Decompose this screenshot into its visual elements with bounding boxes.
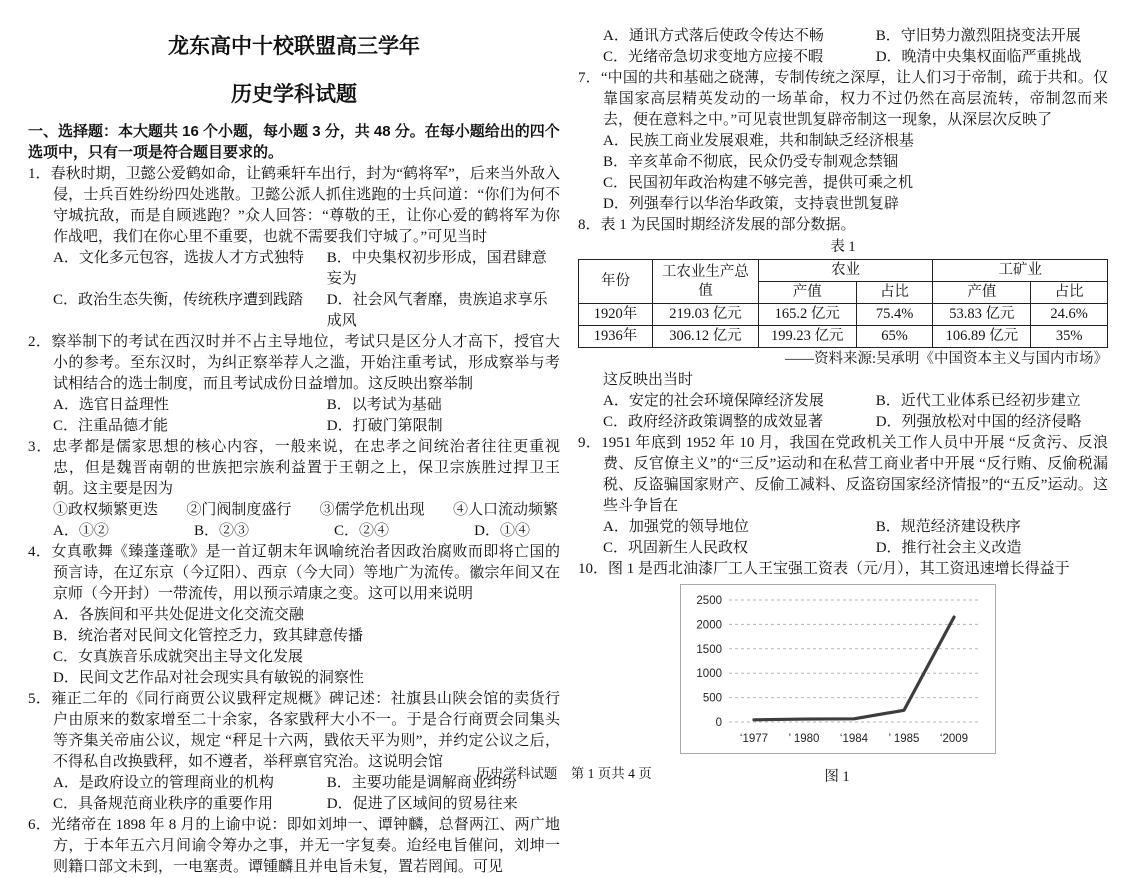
- wage-line-chart: [680, 584, 996, 754]
- option-9d: D．推行社会主义改造: [875, 540, 1022, 556]
- cell-1936-agri-value: 199.23 亿元: [758, 326, 856, 348]
- col-header-total: 工农业生产总值: [653, 260, 759, 304]
- col-header-industry: 工矿业: [933, 260, 1108, 282]
- table-row: [579, 326, 1108, 348]
- question-6-continued: [578, 26, 1108, 68]
- option-2b: B．以考试为基础: [326, 397, 442, 413]
- svg-text:1500: 1500: [696, 643, 722, 656]
- svg-text:0: 0: [715, 717, 722, 729]
- svg-text:500: 500: [702, 692, 722, 705]
- col-header-year: 年份: [579, 260, 653, 304]
- option-8d: D．列强放松对中国的经济侵略: [875, 414, 1082, 430]
- col-header-agri-share: 占比: [856, 282, 933, 304]
- exam-title-line1: 龙东高中十校联盟高三学年: [168, 35, 420, 58]
- option-5a: A．是政府设立的管理商业的机构: [53, 775, 274, 791]
- option-5c: C．具备规范商业秩序的重要作用: [53, 796, 274, 812]
- cell-1936-ind-value: 106.89 亿元: [933, 326, 1031, 348]
- option-1b: B．中央集权初步形成，国君肆意妄为: [326, 250, 547, 287]
- left-column: [28, 14, 560, 878]
- question-3: [28, 437, 560, 542]
- cell-1920-total: 219.03 亿元: [653, 304, 759, 326]
- question-6-options: [578, 26, 1108, 68]
- option-3a: A．①②: [53, 523, 109, 539]
- cell-1920-ind-value: 53.83 亿元: [933, 304, 1031, 326]
- figure-1-caption: 图 1: [824, 769, 850, 785]
- question-8: [578, 215, 1108, 433]
- right-column: [578, 26, 1108, 788]
- question-9-stem: 9．1951 年底到 1952 年 10 月，我国在党政机关工作人员中开展 “反贪污、反浪费、反官僚主义”的“三反”运动和在私营工商业者中开展 “反行贿、反偷税漏税、反盗骗国家财产、反偷工减料、反盗窃国家经济情报”的“五反”运动。这些斗争旨在: [578, 435, 1108, 514]
- option-6d: D．晚清中央集权面临严重挑战: [875, 49, 1082, 65]
- col-header-ind-value: 产值: [933, 282, 1031, 304]
- option-9b: B．规范经济建设秩序: [875, 519, 1021, 535]
- svg-text:‘1977: ‘1977: [739, 733, 769, 745]
- question-3-suboptions: [28, 500, 560, 521]
- question-3-stem: 3．忠孝都是儒家思想的核心内容，一般来说，在忠孝之间统治者往往更重视忠，但是魏晋南朝的世族把宗族利益置于王朝之上，保卫宗族胜过捍卫王朝。这主要是因为: [28, 439, 560, 497]
- page-footer: 历史学科试题 第 1 页共 4 页: [476, 766, 652, 781]
- svg-text:‘1984: ‘1984: [839, 733, 869, 745]
- suboption-3-3: ③儒学危机出现: [319, 502, 425, 518]
- option-3d: D．①④: [474, 523, 530, 539]
- option-8b: B．近代工业体系已经初步建立: [875, 393, 1081, 409]
- table-1-caption: 表 1: [830, 239, 856, 255]
- cell-1936-ind-share: 35%: [1031, 326, 1108, 348]
- question-8-lead: 8．表 1 为民国时期经济发展的部分数据。: [578, 217, 856, 233]
- cell-1936-year: 1936年: [579, 326, 653, 348]
- question-4-options: [28, 605, 560, 689]
- col-header-agri-value: 产值: [758, 282, 856, 304]
- cell-1920-agri-value: 165.2 亿元: [758, 304, 856, 326]
- cell-1920-year: 1920年: [579, 304, 653, 326]
- option-4a: A．各族间和平共处促进文化交流交融: [53, 607, 304, 623]
- question-2-stem: 2．察举制下的考试在西汉时并不占主导地位，考试只是区分人才高下，授官大小的参考。至东汉时，为纠正察举荐人之滥，开始注重考试，形成察举与考试相结合的选士制度，而且考试成份日益增加。这反映出察举制: [28, 334, 560, 392]
- svg-text:2500: 2500: [696, 595, 722, 607]
- option-5b: B．主要功能是调解商业纠纷: [326, 775, 517, 791]
- question-7: [578, 68, 1108, 215]
- svg-text:1000: 1000: [696, 668, 722, 681]
- option-5d: D．促进了区域间的贸易往来: [326, 796, 518, 812]
- cell-1920-agri-share: 75.4%: [856, 304, 933, 326]
- cell-1936-agri-share: 65%: [856, 326, 933, 348]
- svg-text:’ 1985: ’ 1985: [888, 733, 920, 745]
- option-4d: D．民间文艺作品对社会现实具有敏锐的洞察性: [53, 670, 364, 686]
- question-9: [578, 433, 1108, 559]
- question-6: [28, 815, 560, 878]
- suboption-3-1: ①政权频繁更迭: [53, 502, 159, 518]
- option-1a: A．文化多元包容，选拔人才方式独特: [53, 250, 304, 266]
- option-3c: C．②④: [334, 523, 390, 539]
- option-7c: C．民国初年政治构建不够完善，提供可乘之机: [603, 175, 914, 191]
- exam-title-line2: 历史学科试题: [231, 83, 357, 106]
- suboption-3-4: ④人口流动频繁: [452, 502, 558, 518]
- question-8-options: [578, 391, 1108, 433]
- question-7-stem: 7．“中国的共和基础之硗薄，专制传统之深厚，让人们习于帝制，疏于共和。仅靠国家高层精英发动的一场革命，权力不过仍然在高层流转，帝制忽而来去，便在意料之中。”可见袁世凯复辟帝制这一现象，从深层次反映了: [578, 70, 1108, 128]
- option-6a: A．通讯方式落后使政令传达不畅: [603, 28, 824, 44]
- svg-text:2000: 2000: [696, 619, 722, 632]
- question-4: [28, 542, 560, 689]
- cell-1936-total: 306.12 亿元: [653, 326, 759, 348]
- option-9a: A．加强党的领导地位: [603, 519, 749, 535]
- question-9-options: [578, 517, 1108, 559]
- option-2c: C．注重品德才能: [53, 418, 169, 434]
- option-2a: A．选官日益理性: [53, 397, 169, 413]
- table-row: [579, 304, 1108, 326]
- question-4-stem: 4．女真歌舞《臻蓬蓬歌》是一首辽朝末年讽喻统治者因政治腐败而即将亡国的预言诗，在辽东京（今辽阳）、西京（今大同）等地广为流传。徽宗年间又在京师（今开封）一带流传，用以预示靖康之变。这可以用来说明: [28, 544, 560, 602]
- wage-chart-container: [680, 584, 994, 788]
- option-3b: B．②③: [193, 523, 249, 539]
- option-2d: D．打破门第限制: [326, 418, 443, 434]
- question-7-options: [578, 131, 1108, 215]
- option-4b: B．统治者对民间文化管控乏力，致其肆意传播: [53, 628, 364, 644]
- question-5-stem: 5．雍正二年的《同行商贾公议戥秤定规概》碑记述：社旗县山陕会馆的卖货行户由原来的数家增至二十余家，各家戥秤大小不一。于是合行商贾会同集头等齐集关帝庙公议，规定 “秤足十六两，戥依天平为则”，并约定公议之后，不得私自改换戥秤，如不遵者，举秤禀官究治。这说明会馆: [28, 691, 560, 770]
- svg-text:’ 1980: ’ 1980: [788, 733, 820, 745]
- question-3-options: [28, 521, 560, 542]
- option-6b: B．守旧势力激烈阻挠变法开展: [875, 28, 1081, 44]
- cell-1920-ind-share: 24.6%: [1031, 304, 1108, 326]
- option-8c: C．政府经济政策调整的成效显著: [603, 414, 824, 430]
- col-header-agriculture: 农业: [758, 260, 933, 282]
- option-1d: D．社会风气奢靡，贵族追求享乐成风: [326, 292, 548, 329]
- table-source: ——资料来源:吴承明《中国资本主义与国内市场》: [784, 351, 1108, 367]
- option-7d: D．列强奉行以华治华政策，支持袁世凯复辟: [603, 196, 899, 212]
- option-7a: A．民族工商业发展艰难，共和制缺乏经济根基: [603, 133, 914, 149]
- question-10-stem: 10．图 1 是西北油漆厂工人王宝强工资表（元/月），其工资迅速增长得益于: [578, 561, 1070, 577]
- economic-data-table: [578, 259, 1108, 348]
- question-6-stem: 6．光绪帝在 1898 年 8 月的上谕中说：即如刘坤一、谭钟麟，总督两江、两广地方，于本年五六月间谕令筹办之事，并无一字复奏。迨经电旨催问，刘坤一则籍口部文未到，一电塞责。谭锺麟且并电旨未复，置若罔闻。可见: [28, 817, 560, 875]
- option-8a: A．安定的社会环境保障经济发展: [603, 393, 824, 409]
- svg-text:‘2009: ‘2009: [939, 733, 969, 745]
- question-10: [578, 559, 1108, 788]
- option-6c: C．光绪帝急切求变地方应接不暇: [603, 49, 824, 65]
- question-2: [28, 332, 560, 437]
- question-2-options: [28, 395, 560, 437]
- question-5: [28, 689, 560, 815]
- suboption-3-2: ②门阀制度盛行: [186, 502, 292, 518]
- option-7b: B．辛亥革命不彻底，民众仍受专制观念禁锢: [603, 154, 899, 170]
- col-header-ind-share: 占比: [1031, 282, 1108, 304]
- option-9c: C．巩固新生人民政权: [603, 540, 749, 556]
- question-1-stem: 1．春秋时期，卫懿公爱鹤如命，让鹤乘轩车出行，封为“鹤将军”，后来当外敌入侵，士兵百姓纷纷四处逃散。卫懿公派人抓住逃跑的士兵问道：“你们为何不守城抗敌，而是自顾逃跑？”众人回答：“尊敬的王，让你心爱的鹤将军为你作战吧，我们在你心里不重要，也就不需要我们守城了。”可见当时: [28, 166, 560, 245]
- option-4c: C．女真族音乐成就突出主导文化发展: [53, 649, 304, 665]
- option-1c: C．政治生态失衡，传统秩序遭到践踏: [53, 292, 304, 308]
- question-8-stem2: 这反映出当时: [603, 372, 694, 388]
- question-1: [28, 164, 560, 332]
- question-1-options: [28, 248, 560, 332]
- section-intro: 一、选择题：本大题共 16 个小题，每小题 3 分，共 48 分。在每小题给出的四个选项中，只有一项是符合题目要求的。: [28, 123, 560, 161]
